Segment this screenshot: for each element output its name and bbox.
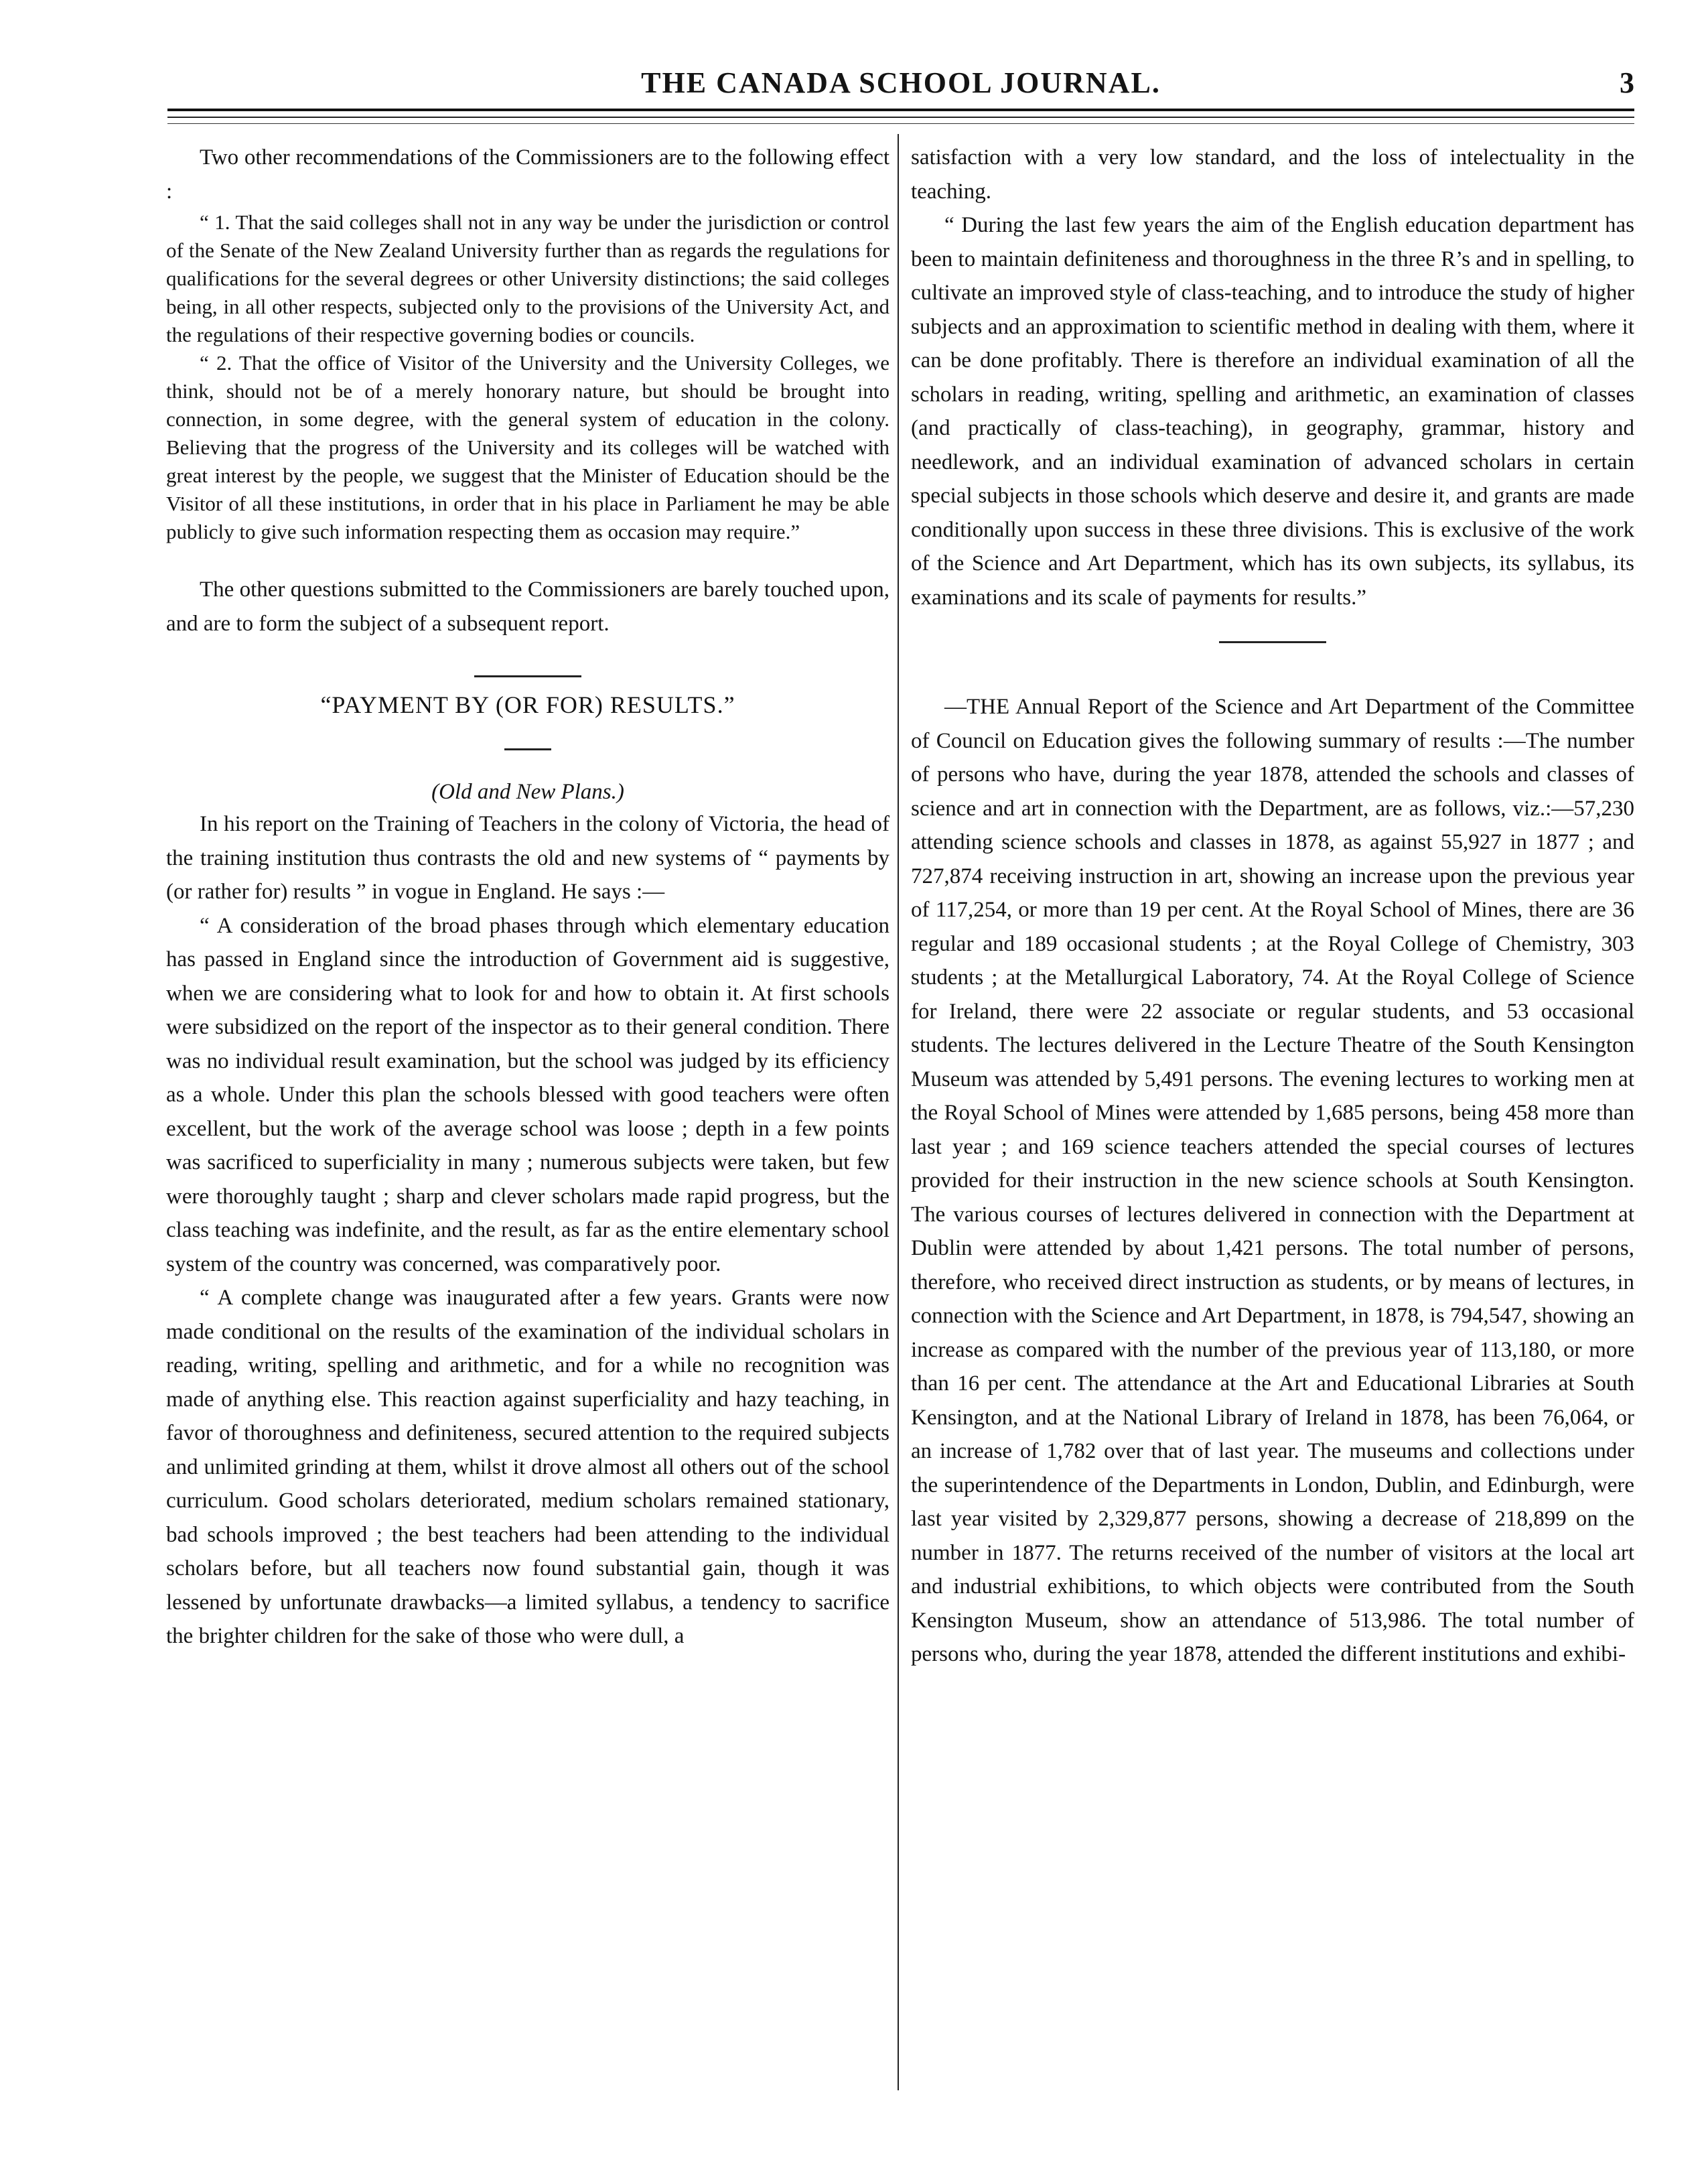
left-column [166,141,889,2084]
article-paragraph-1: In his report on the Training of Teachers in the colony of Victoria, the head of the training institution thus contrasts the old and new systems of “ payments by (or rather for) results ” in vogue in England. He says :— [166,812,889,904]
right-column [911,141,1634,2084]
article-paragraph-2: “ A consideration of the broad phases through which elementary education has passed in England since the introduction of Government aid is suggestive, when we are considering what to look for and how to obtain it. At first schools were subsidized on the report of the inspector as to their general condition. There was no individual result examination, but the school was judged by its efficiency as a whole. Under this plan the schools blessed with good teachers were often excellent, but the work of the average school was loose ; depth in a few points was sacrificed to superficiality in many ; numerous subjects were taken, but few were thoroughly taught ; sharp and clever scholars made rapid progress, but the class teaching was indefinite, and the result, as far as the entire elementary school system of the country was concerned, was comparatively poor. [166,913,889,1276]
article-title: “PAYMENT BY (OR FOR) RESULTS.” [320,691,735,718]
article-subtitle: (Old and New Plans.) [431,780,624,804]
section-separator [474,675,581,677]
continued-paragraph: satisfaction with a very low standard, and the loss of intelectuality in the teaching. [911,145,1634,204]
journal-title: THE CANADA SCHOOL JOURNAL. [641,66,1161,99]
page-number: 3 [1620,66,1634,99]
recommendation-2: “ 2. That the office of Visitor of the University and the University Colleges, we think, should not be of a merely honorary nature, but should be brought into connection, in some degree, with the general system of education in the colony. Believing that the progress of the University and its colleges will be watched with great interest by the people, we suggest that the Minister of Education should be the Visitor of all these institutions, in order that in his place in Parliament he may be able publicly to give such information respecting them as occasion may require.” [166,351,889,543]
header-rule-thin [167,123,1634,124]
header-rule-medium [167,117,1634,118]
recommendation-1: “ 1. That the said colleges shall not in any way be under the jurisdiction or control of the Senate of the New Zealand University further than as regards the regulations for qualifications for the several degrees or other University distinctions; the said colleges being, in all other respects, subjected only to the provisions of the University Act, and the regulations of their respective governing bodies or councils. [166,210,889,346]
commissioners-closing: The other questions submitted to the Commissioners are barely touched upon, and are to form the subject of a subsequent report. [166,578,889,636]
header-rule-thick [167,109,1634,111]
commissioners-intro: Two other recommendations of the Commissioners are to the following effect : [166,145,889,204]
column-divider [898,134,899,2090]
science-art-report-paragraph: —THE Annual Report of the Science and Art Department of the Committee of Council on Education gives the following summary of results :—The number of persons who have, during the year 1878, attended the schools and classes of science and art in connection with the Department, are as follows, viz.:—57,230 attending science schools and classes in 1878, as against 55,927 in 1877 ; and 727,874 receiving instruction in art, showing an increase upon the previous year of 117,254, or more than 19 per cent. At the Royal School of Mines, there are 36 regular and 189 occasional students ; at the Royal College of Chemistry, 303 students ; at the Metallurgical Laboratory, 74. At the Royal College of Science for Ireland, there were 22 associate or regular students, and 53 occasional students. The lectures delivered in the Lecture Theatre of the South Kensington Museum was attended by 5,491 persons. The evening lectures to working men at the Royal School of Mines were attended by 1,685 persons, being 458 more than last year ; and 169 science teachers attended the special courses of lectures provided for their instruction in the new science schools at South Kensington. The various courses of lectures delivered in connection with the Department at Dublin were attended by about 1,421 persons. The total number of persons, therefore, who received direct instruction as students, or by means of lectures, in connection with the Science and Art Department, in 1878, is 794,547, showing an increase as compared with the number of the previous year of 113,180, or more than 16 per cent. The attendance at the Art and Educational Libraries at South Kensington, and at the National Library of Ireland in 1878, has been 76,064, or an increase of 1,782 over that of last year. The museums and collections under the superintendence of the Departments in London, Dublin, and Edinburgh, were last year visited by 2,329,877 persons, showing a decrease of 218,899 on the number in 1877. The returns received of the number of visitors at the local art and industrial exhibitions, to which objects were contributed from the South Kensington Museum, show an attendance of 513,986. The total number of persons who, during the year 1878, attended the different institutions and exhibi- [911,695,1634,1666]
masthead [167,66,1634,106]
article-paragraph-3: “ A complete change was inaugurated after a few years. Grants were now made conditional on the results of the examination of the individual scholars in reading, writing, spelling and arithmetic, and for a while no recognition was made of anything else. This reaction against superficiality and hazy teaching, in favor of thoroughness and definiteness, secured attention to the required subjects and unlimited grinding at them, whilst it drove almost all others out of the school curriculum. Good scholars deteriorated, medium scholars remained stationary, bad schools improved ; the best teachers had been attending to the individual scholars before, but all teachers now found substantial gain, though it was lessened by unfortunate drawbacks—a limited syllabus, a tendency to sacrifice the brighter children for the sake of those who were dull, a [166,1286,889,1648]
english-department-paragraph: “ During the last few years the aim of the English education department has been to maintain definiteness and thoroughness in the three R’s and in spelling, to cultivate an improved style of class-teaching, and to introduce the study of higher subjects and an approximation to scientific method in dealing with them, where it can be done profitably. There is therefore an individual examination of all the scholars in reading, writing, spelling and arithmetic, an examination of classes (and practically of class-teaching), in geography, grammar, history and needlework, and an individual examination of advanced scholars in certain special subjects in those schools which deserve and desire it, and grants are made conditionally upon success in these three divisions. This is exclusive of the work of the Science and Art Department, which has its own subjects, its syllabus, its examinations and its scale of payments for results.” [911,213,1634,610]
title-separator [504,748,551,750]
